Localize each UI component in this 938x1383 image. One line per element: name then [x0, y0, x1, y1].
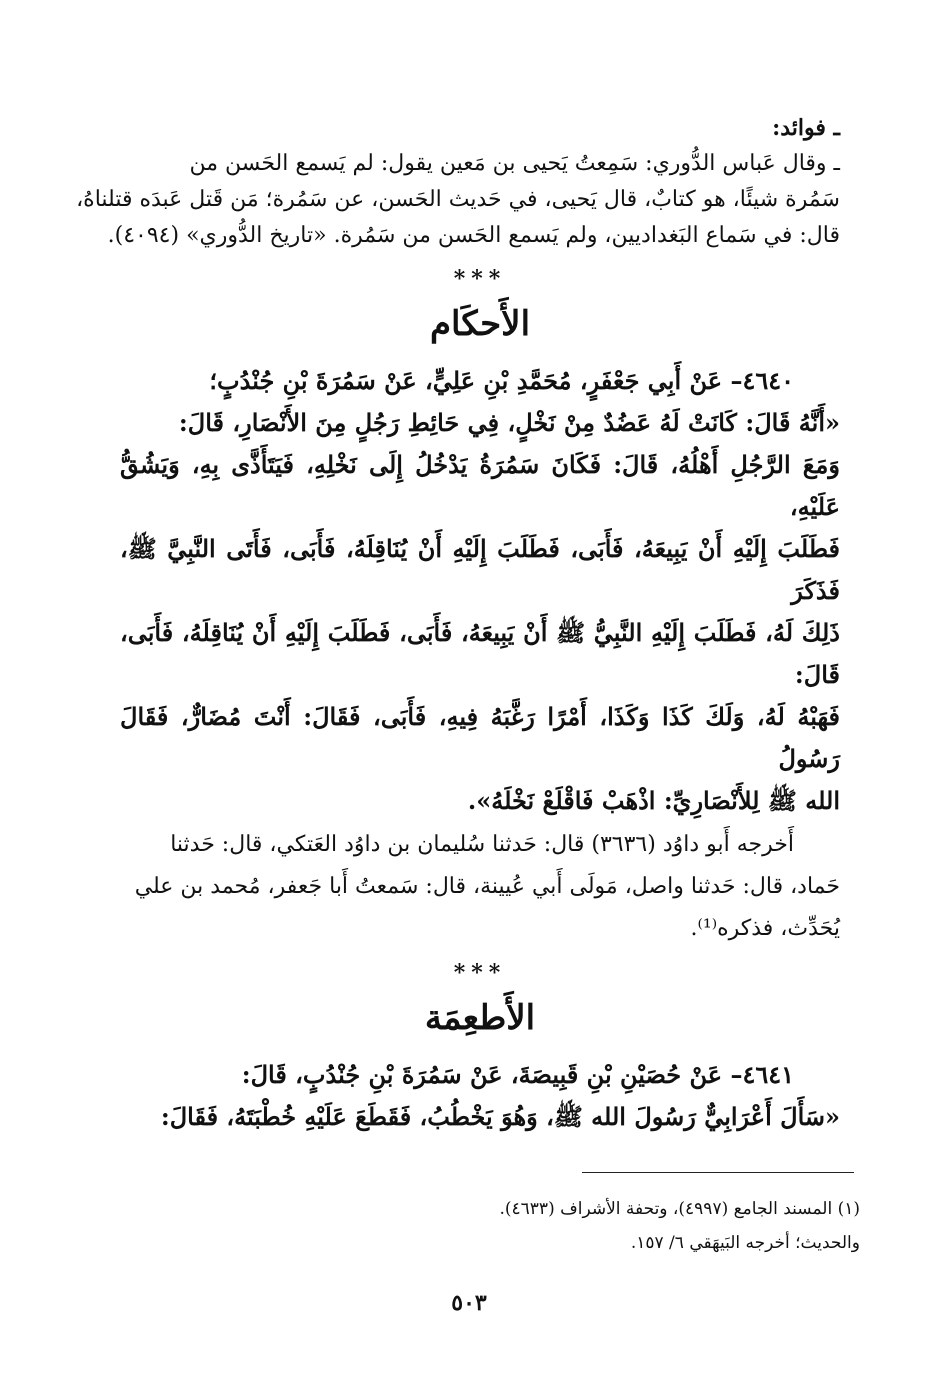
- benefits-line: ـ وقال عَباس الدُّوري: سَمِعتُ يَحيى بن مَعين يقول: لم يَسمع الحَسن من: [189, 151, 840, 176]
- hadith-line: وَمَعَ الرَّجُلِ أَهْلُهُ، قَالَ: فَكَانَ سَمُرَةُ يَدْخُلُ إِلَى نَخْلِهِ، فَيَتَأَذَّى بِهِ، وَيَشُقُّ عَلَيْهِ،: [120, 450, 840, 521]
- hadith-4640-header: ٤٦٤٠– عَنْ أَبِي جَعْفَرٍ، مُحَمَّدِ بْنِ عَلِيٍّ، عَنْ سَمُرَةَ بْنِ جُنْدُبٍ؛: [209, 366, 794, 395]
- hadith-line: «سَأَلَ أَعْرَابِيٌّ رَسُولَ الله ﷺ، وَهُوَ يَخْطُبُ، فَقَطَعَ عَلَيْهِ خُطْبَتَهُ، فَقَالَ:: [160, 1102, 840, 1131]
- source-line: حَماد، قال: حَدثنا واصل، مَولَى أَبي عُيينة، قال: سَمعتُ أَبا جَعفر، مُحمد بن علي: [134, 874, 840, 899]
- benefits-line: سَمُرة شيئًا، هو كتابٌ، قال يَحيى، في حَديث الحَسن، عن سَمُرة؛ مَن قَتل عَبدَه قتلناهُ،: [76, 187, 840, 212]
- hadith-line: الله ﷺ لِلأَنْصَارِيِّ: اذْهَبْ فَاقْلَعْ نَخْلَهُ».: [467, 786, 840, 815]
- source-line: أَخرجه أَبو داوُد (٣٦٣٦) قال: حَدثنا سُليمان بن داوُد العَتكي، قال: حَدثنا: [170, 832, 794, 857]
- section-title-ahkam: الأَحكَام: [429, 304, 531, 344]
- footnote-divider: [582, 1172, 854, 1173]
- benefits-heading: ـ فوائد:: [772, 115, 840, 141]
- hadith-4641-header: ٤٦٤١– عَنْ حُصَيْنِ بْنِ قَبِيصَةَ، عَنْ سَمُرَةَ بْنِ جُنْدُبٍ، قَالَ:: [241, 1060, 794, 1089]
- section-title-atima: الأَطعِمَة: [424, 998, 536, 1038]
- hadith-line: فَهَبْهُ لَهُ، وَلَكَ كَذَا وَكَذَا، أَمْرًا رَغَّبَهُ فِيهِ، فَأَبَى، فَقَالَ: أَنْتَ مُضَارٌّ، فَقَالَ رَسُولُ: [120, 702, 840, 773]
- page-number: ٥٠٣: [451, 1290, 487, 1316]
- hadith-line: ذَلِكَ لَهُ، فَطَلَبَ إِلَيْهِ النَّبِيُّ ﷺ أَنْ يَبِيعَهُ، فَأَبَى، فَطَلَبَ إِلَيْهِ أَنْ يُنَاقِلَهُ، فَأَبَى، قَالَ:: [120, 618, 840, 689]
- source-line: يُحَدِّث، فذكره⁽¹⁾.: [690, 916, 840, 941]
- page-body: [76, 110, 840, 1138]
- footnotes: [300, 1192, 860, 1260]
- footnote-2: والحديث؛ أخرجه البَيهَقي ٦/ ١٥٧.: [630, 1233, 860, 1253]
- footnote-1: (١) المسند الجامع (٤٩٩٧)، وتحفة الأشراف (٤٦٣٣).: [499, 1199, 860, 1219]
- hadith-line: «أَنَّهُ قَالَ: كَانَتْ لَهُ عَضُدٌ مِنْ نَخْلٍ، فِي حَائِطِ رَجُلٍ مِنَ الأَنْصَارِ، قَالَ:: [178, 408, 840, 437]
- section-separator: ***: [453, 960, 507, 986]
- hadith-line: فَطَلَبَ إِلَيْهِ أَنْ يَبِيعَهُ، فَأَبَى، فَطَلَبَ إِلَيْهِ أَنْ يُنَاقِلَهُ، فَأَبَى، فَأَتَى النَّبِيَّ ﷺ، فَذَكَرَ: [120, 534, 840, 605]
- benefits-line: قال: في سَماع البَغداديين، ولم يَسمع الحَسن من سَمُرة. «تاريخ الدُّوري» (٤٠٩٤).: [107, 223, 840, 248]
- section-separator: ***: [453, 266, 507, 292]
